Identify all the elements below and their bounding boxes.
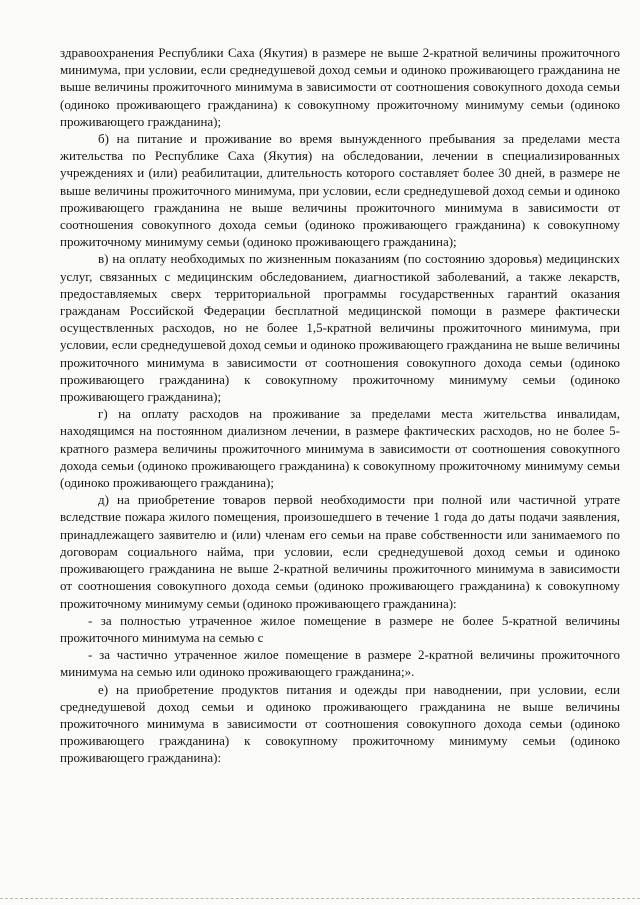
paragraph-continuation: здравоохранения Республики Саха (Якутия) в размере не выше 2-кратной величины прожиточного минимума, при условии, если среднедушевой доход семьи и одиноко проживающего гражданина не выше величины прожиточного минимума в зависимости от соотношения совокупного дохода семьи (одиноко проживающего гражданина) к совокупному прожиточному минимуму семьи (одиноко проживающего гражданина);	[60, 45, 620, 129]
paragraph-item-b: б) на питание и проживание во время вынужденного пребывания за пределами места жительства по Республике Саха (Якутия) на обследовании, лечении в специализированных учреждениях и (или) реабилитации, длительность которого составляет более 30 дней, в размере не выше величины прожиточного минимума, при условии, если среднедушевой доход семьи и одиноко проживающего гражданина не выше величины прожиточного минимума в зависимости от соотношения совокупного дохода семьи (одиноко проживающего гражданина) к совокупному прожиточному минимуму семьи (одиноко проживающего гражданина);	[60, 131, 620, 250]
bullet-partial-loss: - за частично утраченное жилое помещение в размере 2-кратной величины прожиточного минимума на семью или одиноко проживающего гражданина;».	[60, 647, 620, 680]
page-bottom-edge	[0, 898, 640, 899]
document-body	[60, 44, 620, 767]
bullet-full-loss: - за полностью утраченное жилое помещение в размере не более 5-кратной величины прожиточного минимума на семью с	[60, 612, 620, 645]
paragraph-item-e: е) на приобретение продуктов питания и одежды при наводнении, при условии, если среднедушевой доход семьи и одиноко проживающего гражданина не выше величины прожиточного минимума в зависимости от соотношения совокупного дохода семьи (одиноко проживающего гражданина) к совокупному прожиточному минимуму семьи (одиноко проживающего гражданина):	[60, 681, 620, 766]
paragraph-item-v: в) на оплату необходимых по жизненным показаниям (по состоянию здоровья) медицинских услуг, связанных с медицинским обследованием, диагностикой заболеваний, а также лекарств, предоставляемых сверх территориальной программы государственных гарантий оказания гражданам Российской Федерации бесплатной медицинской помощи в размере фактически осуществленных расходов, но не более 1,5-кратной величины прожиточного минимума, при условии, если среднедушевой доход семьи и одиноко проживающего гражданина не выше величины прожиточного минимума в зависимости от соотношения совокупного дохода семьи (одиноко проживающего гражданина) к совокупному прожиточному минимуму семьи (одиноко проживающего гражданина);	[60, 251, 620, 405]
paragraph-item-d: д) на приобретение товаров первой необходимости при полной или частичной утрате вследствие пожара жилого помещения, произошедшего в течение 1 года до даты подачи заявления, принадлежащего заявителю и (или) членам его семьи на праве собственности или занимаемого по договорам социального найма, при условии, если среднедушевой доход семьи и одиноко проживающего гражданина не выше 2-кратной величины прожиточного минимума в зависимости от соотношения совокупного дохода семьи (одиноко проживающего гражданина) к совокупному прожиточному минимуму семьи (одиноко проживающего гражданина):	[60, 492, 620, 611]
paragraph-item-g: г) на оплату расходов на проживание за пределами места жительства инвалидам, находящимся на постоянном диализном лечении, в размере фактических расходов, но не более 5-кратного размера величины прожиточного минимума в зависимости от соотношения совокупного дохода семьи (одиноко проживающего гражданина) к совокупному прожиточному минимуму семьи (одиноко проживающего гражданина);	[60, 406, 620, 491]
